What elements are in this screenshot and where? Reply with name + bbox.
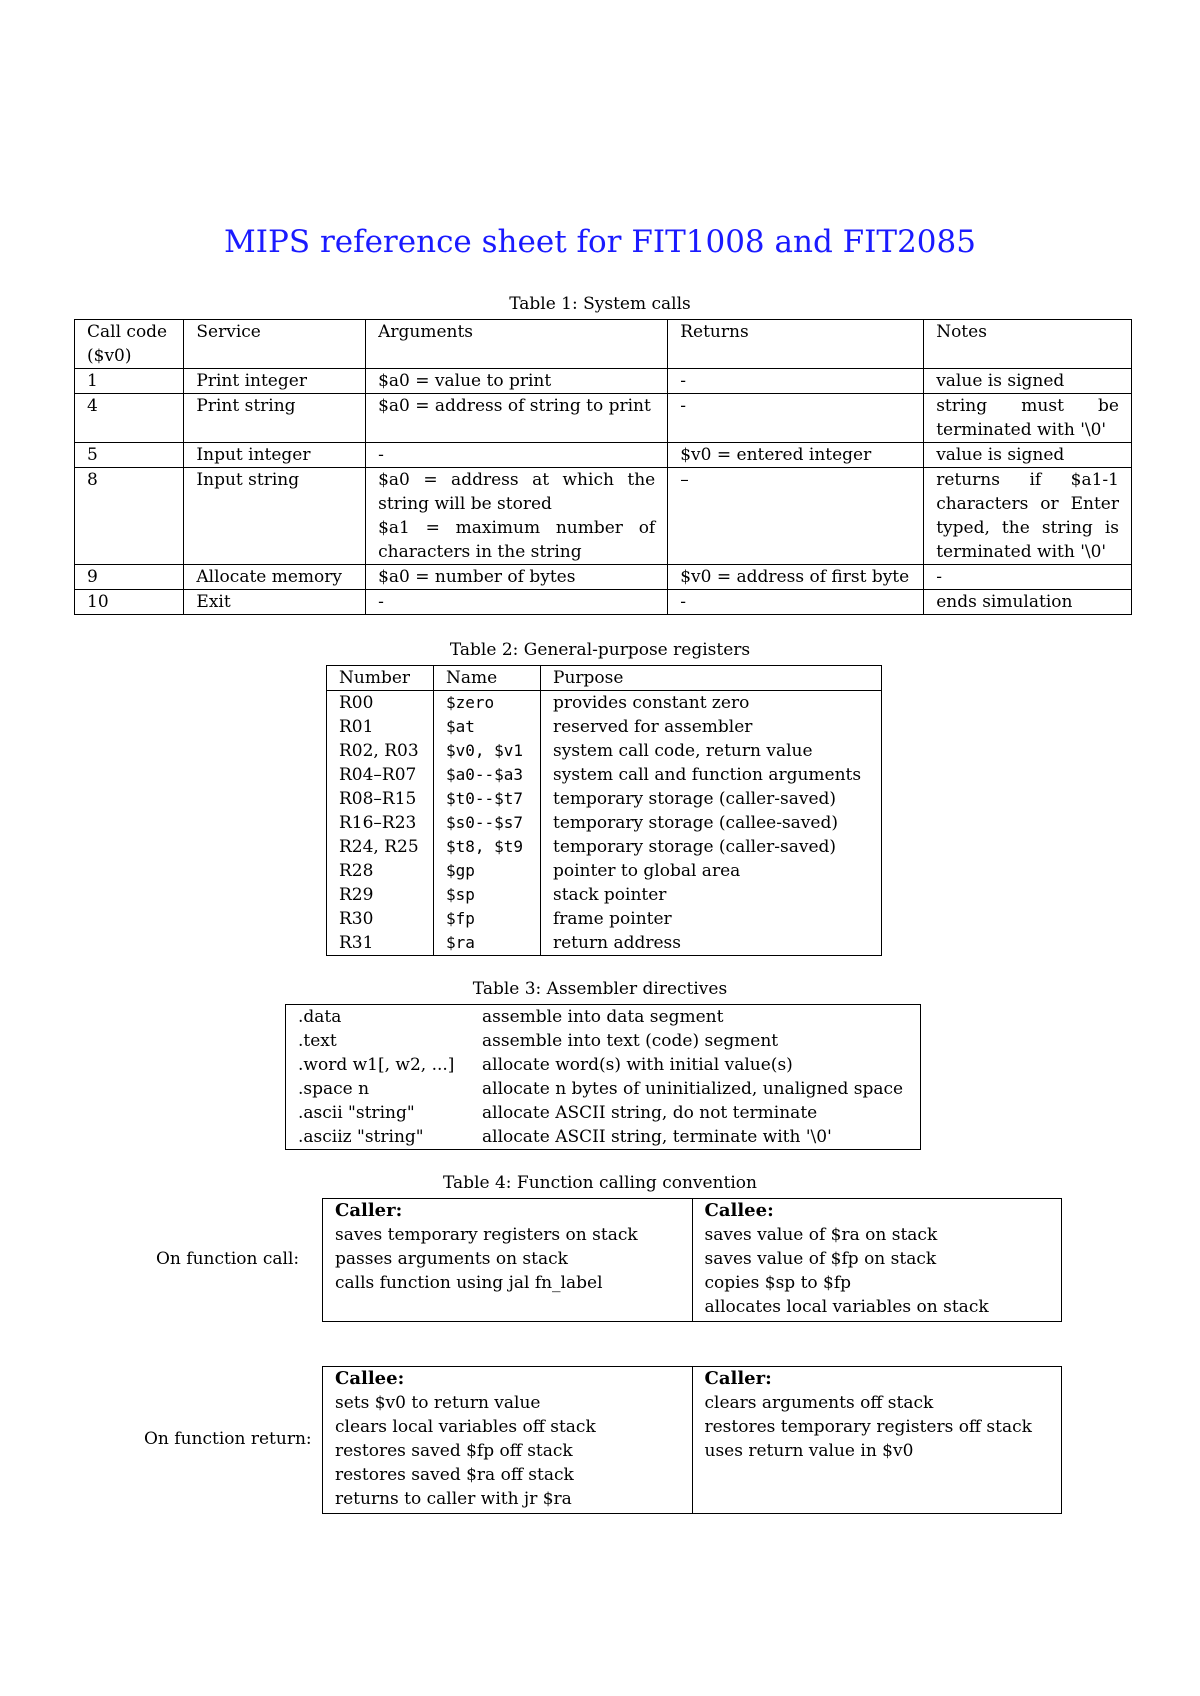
arguments: $a0 = number of bytes — [366, 565, 668, 590]
returns: - — [668, 394, 924, 443]
table-row — [75, 590, 1132, 615]
call-code: 5 — [75, 443, 184, 468]
list-item: restores saved $fp off stack — [335, 1441, 573, 1461]
header-name: Name — [434, 666, 541, 691]
list-item: allocates local variables on stack — [704, 1297, 989, 1317]
table-row — [327, 859, 882, 883]
callee-column — [692, 1199, 1062, 1322]
table-header-row — [75, 320, 1132, 369]
notes: - — [924, 565, 1132, 590]
table-row — [327, 691, 882, 716]
register-name: $ra — [434, 931, 541, 956]
table-row — [323, 1199, 1062, 1322]
call-code: 1 — [75, 369, 184, 394]
notes: ends simulation — [924, 590, 1132, 615]
register-name: $v0, $v1 — [434, 739, 541, 763]
caller-column — [692, 1367, 1062, 1514]
register-name: $at — [434, 715, 541, 739]
register-purpose: temporary storage (caller-saved) — [541, 787, 882, 811]
header-number: Number — [327, 666, 434, 691]
register-name: $zero — [434, 691, 541, 716]
register-purpose: system call code, return value — [541, 739, 882, 763]
directive: .text — [298, 1031, 337, 1051]
arguments: $a0 = value to print — [366, 369, 668, 394]
system-calls-table — [74, 319, 1132, 615]
register-purpose: provides constant zero — [541, 691, 882, 716]
arguments — [366, 468, 668, 565]
callee-column — [323, 1367, 693, 1514]
returns: $v0 = address of first byte — [668, 565, 924, 590]
table-row — [327, 763, 882, 787]
table2-caption: Table 2: General-purpose registers — [449, 640, 751, 660]
register-number: R31 — [339, 933, 374, 953]
directive-description: assemble into data segment — [482, 1007, 724, 1027]
register-purpose: reserved for assembler — [541, 715, 882, 739]
header-returns: Returns — [668, 320, 924, 369]
header-notes: Notes — [924, 320, 1132, 369]
table3-caption: Table 3: Assembler directives — [472, 979, 728, 999]
table-row — [327, 715, 882, 739]
notes: value is signed — [924, 443, 1132, 468]
argument-line: $a0 = address at which the string will be stored — [378, 470, 656, 514]
list-item: passes arguments on stack — [335, 1249, 568, 1269]
table-row — [75, 394, 1132, 443]
returns: - — [668, 369, 924, 394]
directive: .data — [298, 1007, 342, 1027]
list-item: uses return value in $v0 — [704, 1441, 914, 1461]
table4-caption: Table 4: Function calling convention — [443, 1173, 757, 1193]
list-item: saves value of $ra on stack — [704, 1225, 938, 1245]
register-number: R24, R25 — [339, 837, 419, 857]
returns: - — [668, 590, 924, 615]
register-number: R00 — [339, 693, 374, 713]
column-heading: Callee: — [704, 1200, 774, 1221]
caller-column — [323, 1199, 693, 1322]
directive-description: assemble into text (code) segment — [482, 1031, 779, 1051]
directive: .ascii "string" — [298, 1103, 415, 1123]
table-row — [327, 811, 882, 835]
table-row — [75, 468, 1132, 565]
register-name: $gp — [434, 859, 541, 883]
column-heading: Callee: — [335, 1368, 405, 1389]
list-item: restores temporary registers off stack — [704, 1417, 1032, 1437]
register-name: $sp — [434, 883, 541, 907]
table-row — [323, 1367, 1062, 1514]
list-item: saves value of $fp on stack — [704, 1249, 937, 1269]
table-row — [286, 1101, 921, 1125]
list-item: clears local variables off stack — [335, 1417, 596, 1437]
directive-description: allocate ASCII string, do not terminate — [482, 1103, 818, 1123]
register-name: $fp — [434, 907, 541, 931]
table-row — [286, 1029, 921, 1053]
table-row — [327, 931, 882, 956]
header-call-code: Call code ($v0) — [75, 320, 184, 369]
table1-caption: Table 1: System calls — [509, 294, 691, 314]
register-purpose: temporary storage (callee-saved) — [541, 811, 882, 835]
returns: $v0 = entered integer — [668, 443, 924, 468]
registers-table — [326, 665, 882, 956]
register-name: $a0--$a3 — [434, 763, 541, 787]
table-row — [75, 443, 1132, 468]
directive: .asciiz "string" — [298, 1127, 424, 1147]
table-row — [286, 1125, 921, 1150]
directive-description: allocate n bytes of uninitialized, unaligned space — [482, 1079, 904, 1099]
register-number: R30 — [339, 909, 374, 929]
list-item: copies $sp to $fp — [704, 1273, 852, 1293]
table-header-row — [327, 666, 882, 691]
register-name: $t8, $t9 — [434, 835, 541, 859]
directives-table — [285, 1004, 921, 1150]
register-name: $s0--$s7 — [434, 811, 541, 835]
service: Input string — [184, 468, 366, 565]
table-row — [327, 787, 882, 811]
call-code: 8 — [75, 468, 184, 565]
register-number: R01 — [339, 717, 374, 737]
service: Print integer — [184, 369, 366, 394]
arguments: - — [366, 590, 668, 615]
notes: returns if $a1-1 characters or Enter typed, the string is terminated with '\0' — [924, 468, 1132, 565]
register-purpose: temporary storage (caller-saved) — [541, 835, 882, 859]
table-row — [327, 883, 882, 907]
table-row — [75, 565, 1132, 590]
service: Input integer — [184, 443, 366, 468]
register-name: $t0--$t7 — [434, 787, 541, 811]
directive: .word w1[, w2, ...] — [298, 1055, 455, 1075]
service: Exit — [184, 590, 366, 615]
register-purpose: pointer to global area — [541, 859, 882, 883]
notes: value is signed — [924, 369, 1132, 394]
table-row — [286, 1077, 921, 1101]
list-item: saves temporary registers on stack — [335, 1225, 638, 1245]
register-number: R08–R15 — [339, 789, 417, 809]
function-call-label: On function call: — [156, 1249, 300, 1269]
register-number: R29 — [339, 885, 374, 905]
list-item: calls function using jal fn_label — [335, 1273, 603, 1293]
call-code: 9 — [75, 565, 184, 590]
header-purpose: Purpose — [541, 666, 882, 691]
arguments: $a0 = address of string to print — [366, 394, 668, 443]
list-item: sets $v0 to return value — [335, 1393, 541, 1413]
list-item: restores saved $ra off stack — [335, 1465, 574, 1485]
register-purpose: system call and function arguments — [541, 763, 882, 787]
directive-description: allocate ASCII string, terminate with '\0' — [482, 1127, 832, 1147]
table-row — [75, 369, 1132, 394]
register-number: R04–R07 — [339, 765, 417, 785]
column-heading: Caller: — [704, 1368, 772, 1389]
column-heading: Caller: — [335, 1200, 403, 1221]
directive: .space n — [298, 1079, 370, 1099]
table-row — [286, 1053, 921, 1077]
list-item: clears arguments off stack — [704, 1393, 934, 1413]
register-purpose: return address — [541, 931, 882, 956]
call-code: 4 — [75, 394, 184, 443]
call-code: 10 — [75, 590, 184, 615]
register-number: R02, R03 — [339, 741, 419, 761]
directive-description: allocate word(s) with initial value(s) — [482, 1055, 793, 1075]
register-purpose: stack pointer — [541, 883, 882, 907]
notes: string must be terminated with '\0' — [924, 394, 1132, 443]
function-return-table — [322, 1366, 1062, 1514]
function-call-table — [322, 1198, 1062, 1322]
table-row — [327, 835, 882, 859]
table-row — [286, 1005, 921, 1030]
service: Allocate memory — [184, 565, 366, 590]
header-arguments: Arguments — [366, 320, 668, 369]
returns: – — [668, 468, 924, 565]
table-row — [327, 739, 882, 763]
argument-line: $a1 = maximum number of characters in the string — [378, 518, 656, 562]
service: Print string — [184, 394, 366, 443]
list-item: returns to caller with jr $ra — [335, 1489, 572, 1509]
register-number: R16–R23 — [339, 813, 417, 833]
arguments: - — [366, 443, 668, 468]
header-service: Service — [184, 320, 366, 369]
table-row — [327, 907, 882, 931]
register-purpose: frame pointer — [541, 907, 882, 931]
function-return-label: On function return: — [144, 1429, 312, 1449]
page-title: MIPS reference sheet for FIT1008 and FIT2085 — [224, 224, 976, 260]
register-number: R28 — [339, 861, 374, 881]
